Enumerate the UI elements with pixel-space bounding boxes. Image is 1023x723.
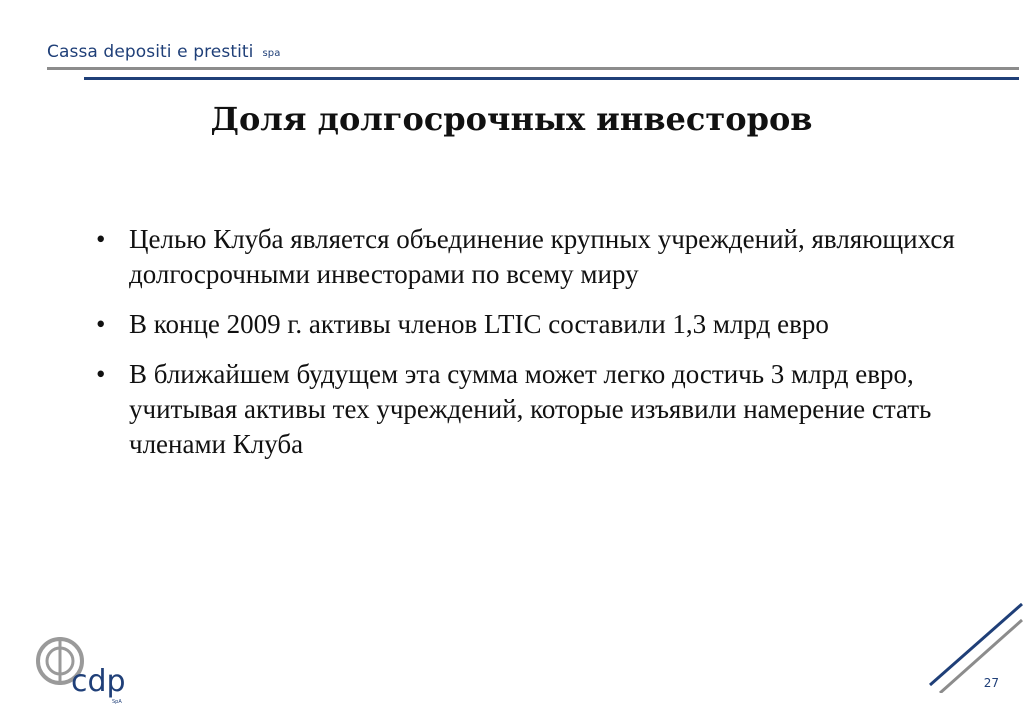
bullet-marker: • <box>96 309 106 339</box>
header-rule-gray <box>47 67 1019 70</box>
bullet-marker: • <box>96 224 106 254</box>
cdp-logo <box>33 633 137 705</box>
bullet-item <box>96 307 956 342</box>
page-number: 27 <box>983 676 999 690</box>
bullet-list <box>96 222 956 477</box>
brand-header <box>47 42 281 62</box>
brand-suffix: spa <box>262 48 281 59</box>
bullet-text: Целью Клуба является объединение крупных учреждений, являющихся долгосрочными инвесторами по всему миру <box>129 224 955 289</box>
brand-name: Cassa depositi e prestiti <box>47 42 254 62</box>
bullet-item <box>96 222 956 292</box>
bullet-item <box>96 357 956 462</box>
header-rule-navy <box>84 77 1019 80</box>
logo-subtext: SpA <box>112 699 122 705</box>
bullet-marker: • <box>96 359 106 389</box>
logo-text: cdp <box>71 664 126 699</box>
bullet-text: В ближайшем будущем эта сумма может легко достичь 3 млрд евро, учитывая активы тех учреждений, которые изъявили намерение стать членами Клуба <box>129 359 932 459</box>
slide-title: Доля долгосрочных инвесторов <box>210 100 813 138</box>
bullet-text: В конце 2009 г. активы членов LTIC составили 1,3 млрд евро <box>129 309 829 339</box>
